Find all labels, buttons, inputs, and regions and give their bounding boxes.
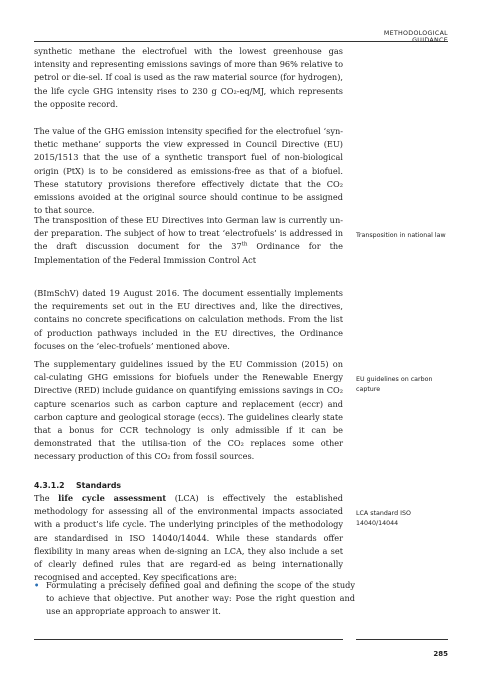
margin-note-carbon-capture: EU guidelines on carbon capture bbox=[356, 376, 433, 393]
paragraph-bimschv: (BImSchV) dated 19 August 2016. The document essentially implements the requirements set out in the EU directives and, like the directives, contains no concrete specifications on calculation methods. From the list of production pathways included in the EU directives, the Ordinance focuses on the ‘elec-trofuels’ mentioned above. bbox=[34, 288, 343, 351]
paragraph-methane: synthetic methane the electrofuel with the lowest greenhouse gas intensity and representing emissions savings of more than 96% relative to petrol or die-sel. If coal is used as the raw material source (for hydrogen), the life cycle GHG intensity rises to 230 g CO₂-eq/MJ, which represents the opposite record. bbox=[34, 46, 343, 109]
main-column bbox=[34, 40, 355, 617]
footer-rule-main bbox=[34, 639, 343, 640]
list-item bbox=[34, 579, 355, 619]
paragraph-eu-guidelines: The supplementary guidelines issued by the EU Commission (2015) on cal-culating GHG emissions for biofuels under the Renewable Energy Directive (RED) include guidance on quantifying emissions savings in CO₂ capture scenarios such as carbon capture and replacement (eccr) and carbon capture and geological storage (eccs). The guidelines clearly state that a bonus for CCR technology is only admissible if it can be demonstrated that the utilisa-tion of the CO₂ replaces some other necessary production of this CO₂ from fossil sources. bbox=[34, 359, 343, 462]
paragraph-lca-part1: The bbox=[34, 493, 59, 503]
subsection-title: Standards bbox=[76, 481, 122, 490]
list-item-text: Formulating a precisely defined goal and defining the scope of the study to achieve that objective. Put another way: Pose the right question and use an appropriate approach to answer it. bbox=[46, 580, 355, 617]
margin-note-transposition: Transposition in national law bbox=[356, 232, 446, 239]
running-header: METHODOLOGICAL GUIDANCE bbox=[383, 30, 448, 44]
paragraph-lca-part2: (LCA) is effectively the established methodology for assessing all of the environmental impacts associated with a product’s life cycle. The underlying principles of the methodology are standardised in ISO 14040/14044. While these standards offer flexibility in many areas when de-signing an LCA, they also include a set of clearly defined rules that are regard-ed as being internationally recognised and accepted. Key specifications are: bbox=[34, 493, 343, 583]
page-number: 285 bbox=[433, 650, 448, 658]
paragraph-lca bbox=[34, 492, 343, 584]
ordinal-superscript: th bbox=[241, 241, 248, 248]
lca-bold-term: life cycle assessment bbox=[58, 493, 167, 503]
subsection-heading bbox=[34, 479, 343, 492]
subsection-number: 4.3.1.2 bbox=[34, 481, 65, 490]
margin-note-lca-standard: LCA standard ISO 14040/14044 bbox=[356, 510, 411, 527]
footer-rule-margin bbox=[356, 639, 448, 640]
paragraph-transposition bbox=[34, 214, 343, 267]
paragraph-transposition-part2: Ordinance for the Implementation of the Federal Immission Control Act bbox=[34, 241, 343, 265]
paragraph-transposition-part1: The transposition of these EU Directives into German law is currently un-der preparation. The subject of how to treat ‘electrofuels’ is addressed in the draft discussion document for the 37 bbox=[34, 215, 343, 252]
bullet-icon: • bbox=[34, 580, 40, 590]
paragraph-ghg-intensity: The value of the GHG emission intensity specified for the electrofuel ‘syn-thetic methane’ supports the view expressed in Council Directive (EU) 2015/1513 that the use of a synthetic transport fuel of non-biological origin (PtX) is to be considered as emissions-free as that of a biofuel. These statutory provisions therefore effectively dictate that the CO₂ emissions avoided at the original source should continue to be assigned to that source. bbox=[34, 126, 343, 216]
